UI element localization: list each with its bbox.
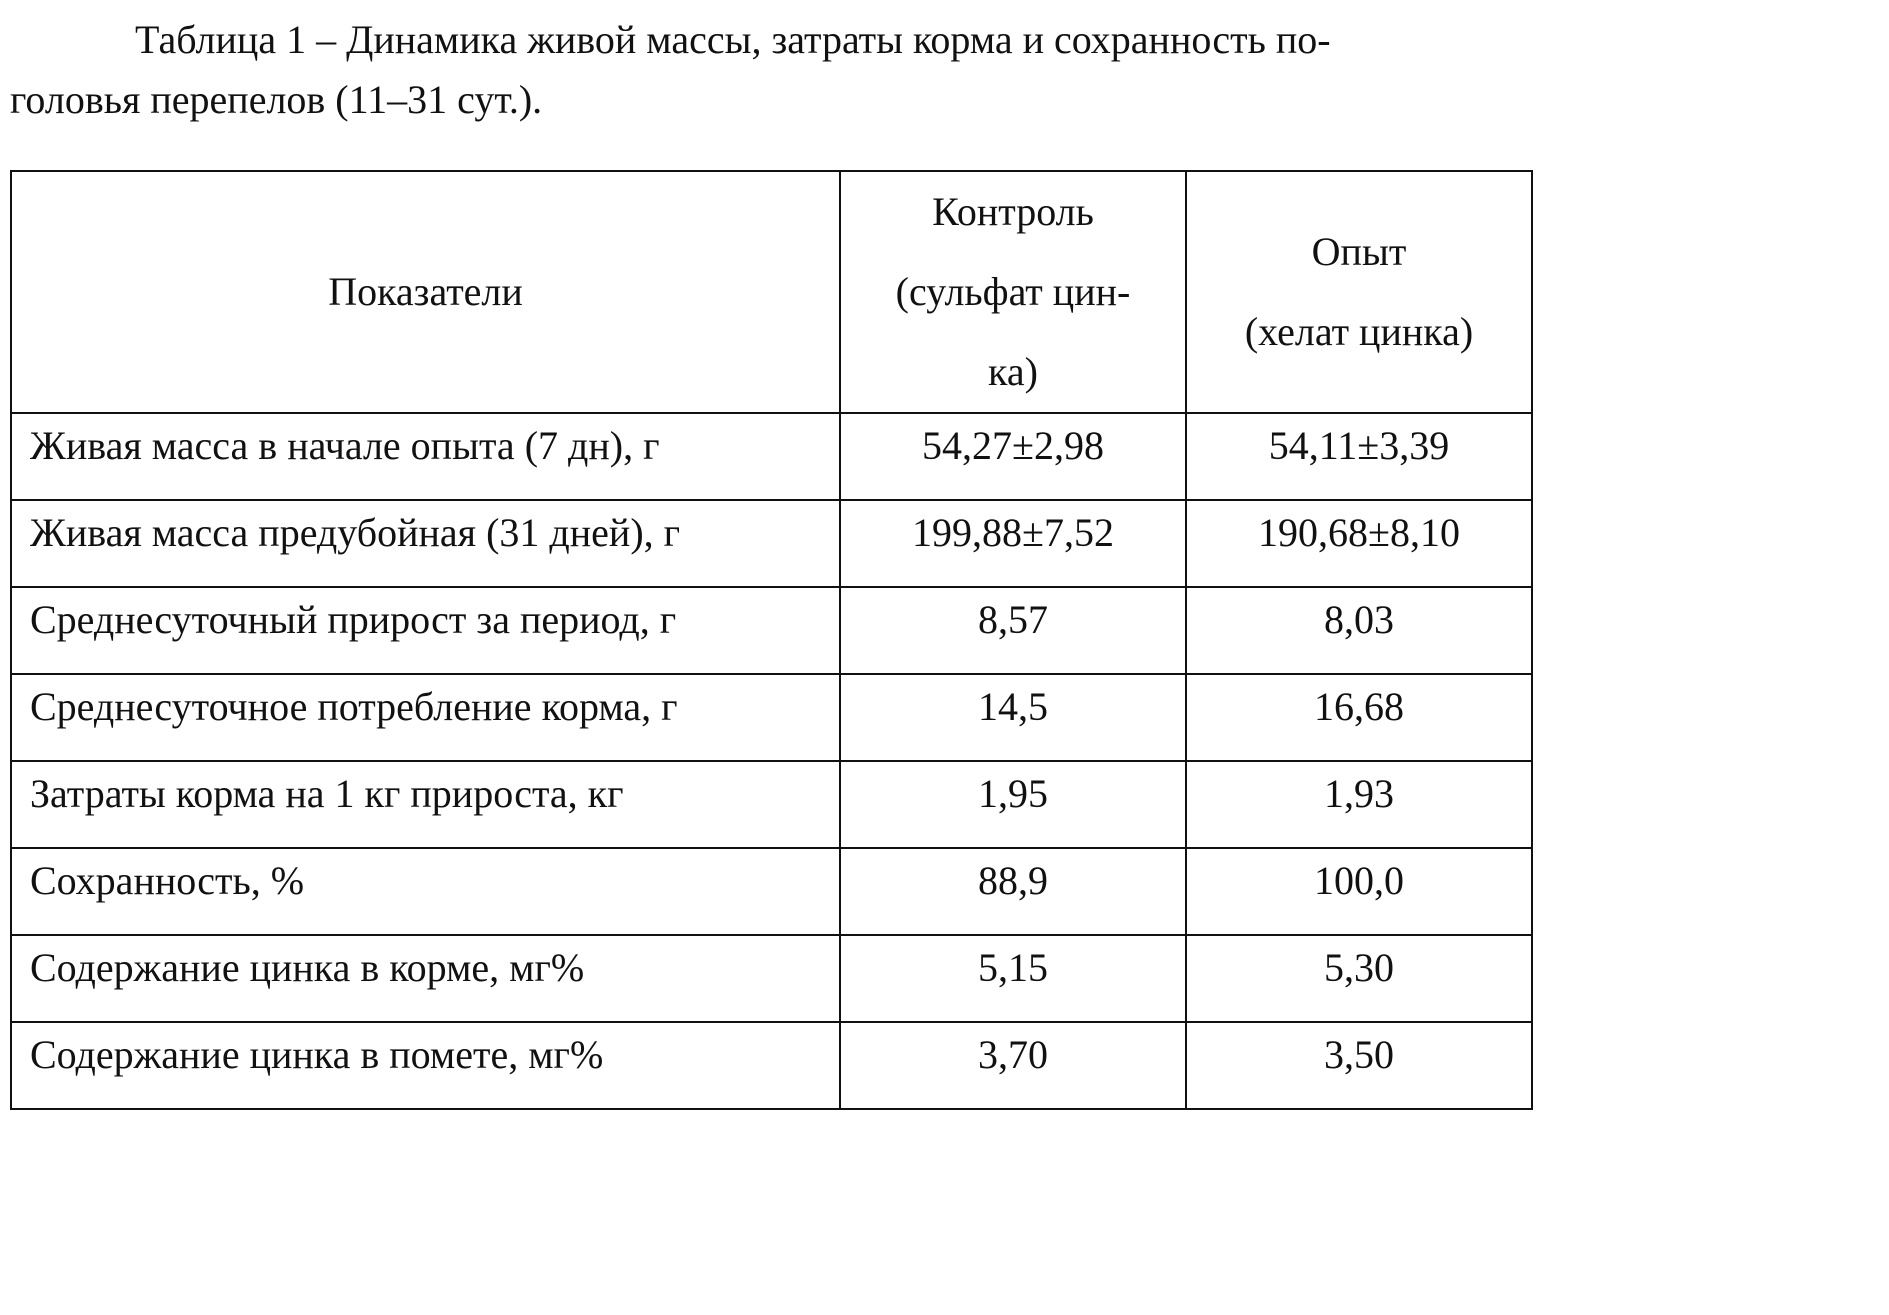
table-row bbox=[11, 848, 1532, 935]
row-experiment-value: 16,68 bbox=[1186, 674, 1532, 761]
row-indicator: Содержание цинка в помете, мг% bbox=[11, 1022, 840, 1109]
table-row bbox=[11, 413, 1532, 500]
row-experiment-value: 1,93 bbox=[1186, 761, 1532, 848]
row-indicator: Содержание цинка в корме, мг% bbox=[11, 935, 840, 1022]
row-experiment-value: 5,30 bbox=[1186, 935, 1532, 1022]
row-indicator: Живая масса в начале опыта (7 дн), г bbox=[11, 413, 840, 500]
header-control-line-3: ка) bbox=[988, 349, 1038, 394]
table-header-row bbox=[11, 171, 1532, 413]
row-experiment-value: 8,03 bbox=[1186, 587, 1532, 674]
row-control-value: 88,9 bbox=[840, 848, 1186, 935]
header-experiment bbox=[1186, 171, 1532, 413]
caption-line-1: Таблица 1 – Динамика живой массы, затраты корма и сохранность по- bbox=[135, 17, 1331, 62]
row-indicator: Затраты корма на 1 кг прироста, кг bbox=[11, 761, 840, 848]
row-control-value: 1,95 bbox=[840, 761, 1186, 848]
row-experiment-value: 54,11±3,39 bbox=[1186, 413, 1532, 500]
row-control-value: 54,27±2,98 bbox=[840, 413, 1186, 500]
data-table bbox=[10, 170, 1533, 1110]
header-control bbox=[840, 171, 1186, 413]
header-experiment-line-1: Опыт bbox=[1311, 229, 1407, 274]
row-indicator: Живая масса предубойная (31 дней), г bbox=[11, 500, 840, 587]
row-experiment-value: 100,0 bbox=[1186, 848, 1532, 935]
table-row bbox=[11, 761, 1532, 848]
header-indicator: Показатели bbox=[11, 171, 840, 413]
table-row bbox=[11, 674, 1532, 761]
table-row bbox=[11, 1022, 1532, 1109]
row-control-value: 3,70 bbox=[840, 1022, 1186, 1109]
row-control-value: 5,15 bbox=[840, 935, 1186, 1022]
row-experiment-value: 3,50 bbox=[1186, 1022, 1532, 1109]
table-caption bbox=[10, 10, 1558, 130]
row-indicator: Сохранность, % bbox=[11, 848, 840, 935]
row-control-value: 14,5 bbox=[840, 674, 1186, 761]
table-row bbox=[11, 587, 1532, 674]
table-row bbox=[11, 935, 1532, 1022]
header-control-line-1: Контроль bbox=[932, 189, 1094, 234]
row-indicator: Среднесуточное потребление корма, г bbox=[11, 674, 840, 761]
table-row bbox=[11, 500, 1532, 587]
header-experiment-line-2: (хелат цинка) bbox=[1244, 309, 1474, 354]
row-experiment-value: 190,68±8,10 bbox=[1186, 500, 1532, 587]
row-indicator: Среднесуточный прирост за период, г bbox=[11, 587, 840, 674]
row-control-value: 8,57 bbox=[840, 587, 1186, 674]
row-control-value: 199,88±7,52 bbox=[840, 500, 1186, 587]
caption-line-2: головья перепелов (11–31 сут.). bbox=[10, 77, 543, 122]
header-control-line-2: (сульфат цин- bbox=[895, 269, 1131, 314]
